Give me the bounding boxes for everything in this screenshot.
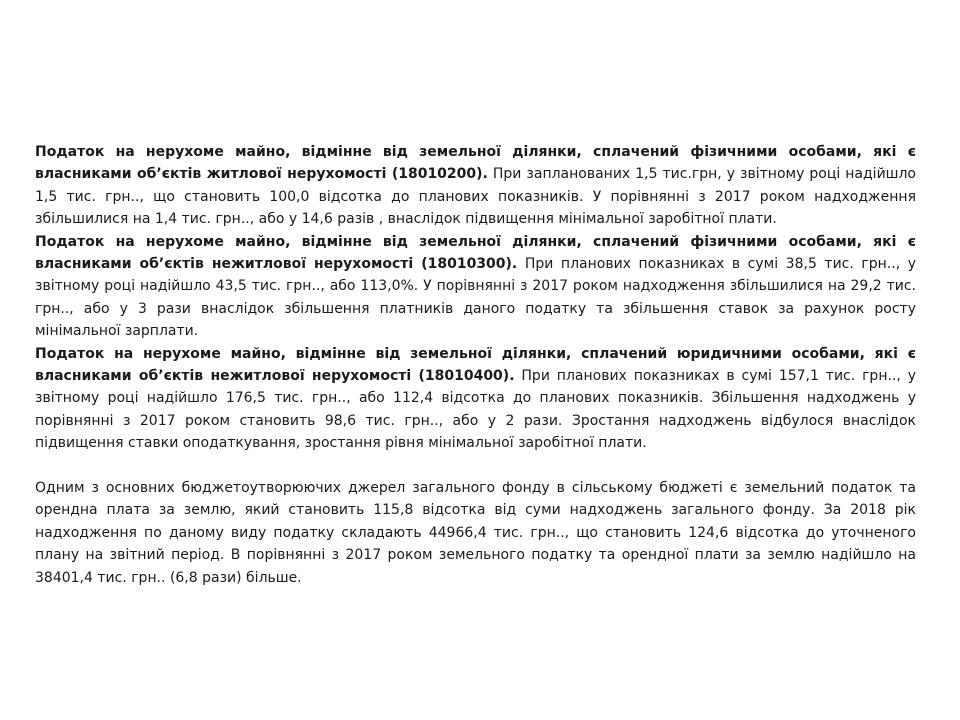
paragraph-heading: Податок на нерухоме майно, відмінне від земельної ділянки, сплачений юридичними особами, які є власниками об’єктів нежитлової нерухомості (18010400). — [35, 345, 916, 385]
text-body — [35, 141, 916, 589]
paragraph-heading: Податок на нерухоме майно, відмінне від земельної ділянки, сплачений фізичними особами, які є власниками об’єктів житлової нерухомості (18010200). — [35, 144, 916, 183]
paragraph-text: При планових показниках в сумі 157,1 тис. грн.., у звітному році надійшло 176,5 тис. грн.., або 112,4 відсотка до планових показників. Збільшення надходжень у порівнянні з 2017 роком становить 98,6 тис. грн.., або у 2 рази. Зростання надходжень відбулося внаслідок підвищення ставки оподаткування, зростання рівня мінімальної заробітної плати. — [35, 368, 916, 452]
paragraph-residential-tax — [35, 141, 916, 231]
paragraph-heading: Податок на нерухоме майно, відмінне від земельної ділянки, сплачений фізичними особами, які є власниками об’єктів нежитлової нерухомості (18010300). — [35, 233, 916, 273]
paragraph-text: При запланованих 1,5 тис.грн, у звітному році надійшло 1,5 тис. грн.., що становить 100,0 відсотка до планових показників. У порівнянні з 2017 роком надходження збільшилися на 1,4 тис. грн.., або у 14,6 разів , внаслідок підвищення мінімальної заробітної плати. — [35, 166, 916, 228]
paragraph-text: При планових показниках в сумі 38,5 тис. грн.., у звітному році надійшло 43,5 тис. грн.., або 113,0%. У порівнянні з 2017 роком надходження збільшилися на 29,2 тис. грн.., або у 3 рази внаслідок збільшення платників даного податку та збільшення ставок за рахунок росту мінімальної зарплати. — [35, 256, 916, 340]
paragraph-land-tax: Одним з основних бюджетоутворюючих джерел загального фонду в сільському бюджеті є земельний податок та орендна плата за землю, який становить 115,8 відсотка від суми надходжень загального фонду. За 2018 рік надходження по даному виду податку складають 44966,4 тис. грн.., що становить 124,6 відсотка до уточненого плану на звітний період. В порівнянні з 2017 роком земельного податку та орендної плати за землю надійшло на 38401,4 тис. грн.. (6,8 рази) більше. — [35, 480, 916, 586]
paragraph-nonresidential-individuals-tax — [35, 231, 916, 343]
blank-line — [35, 455, 916, 477]
paragraph-nonresidential-legal-entities-tax — [35, 343, 916, 455]
